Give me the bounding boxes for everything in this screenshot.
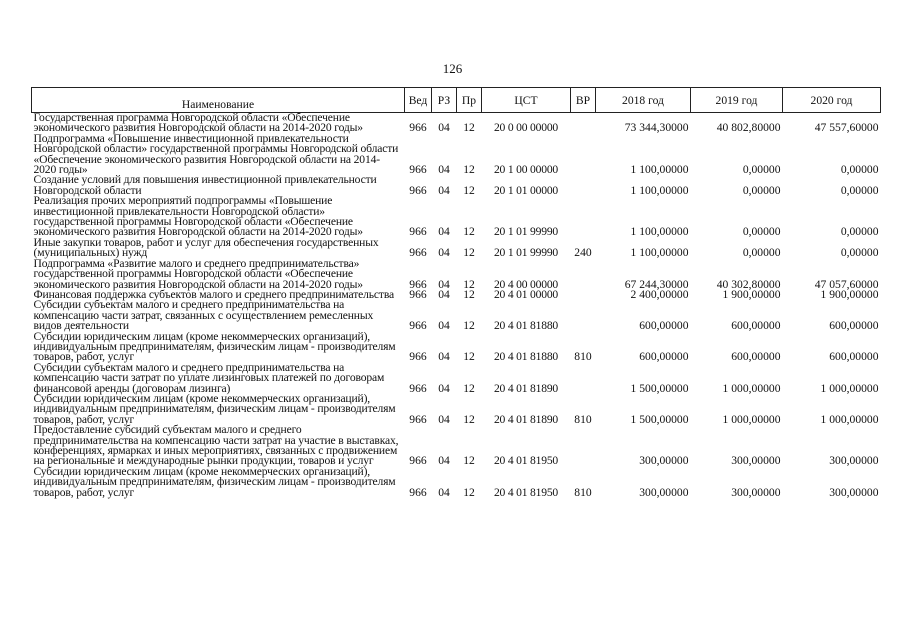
table-body [32,113,881,499]
row-rz: 04 [438,381,450,395]
row-2018: 600,00000 [639,350,689,364]
row-name: Субсидии юридическим лицам (кроме некоммерческих организаций), индивидуальным предпринимателям, физическим лицам - производителям товаров, работ, услуг [33,329,396,364]
row-2018: 67 244,30000 [624,277,689,291]
row-vr [571,113,596,134]
row-2020: 0,00000 [840,183,879,197]
row-ved: 966 [409,319,427,333]
header-ved: Вед [405,88,432,113]
table-row [32,363,881,394]
row-rz: 04 [438,287,450,301]
row-2018: 300,00000 [639,485,689,499]
row-vr [571,196,596,238]
row-cst: 20 1 01 99990 [493,246,559,260]
table-row [32,134,881,176]
row-name: Иные закупки товаров, работ и услуг для обеспечения государственных (муниципальных) нужд [33,235,379,260]
row-vr [571,134,596,176]
row-name: Государственная программа Новгородской области «Обеспечение экономического развития Новгородской области на 2014-2020 годы» [33,111,363,135]
row-ved: 966 [409,121,427,135]
row-pr: 12 [463,163,475,177]
row-2018: 1 100,00000 [630,183,689,197]
row-cst: 20 4 01 81950 [493,454,559,468]
table-row [32,238,881,259]
row-2020: 600,00000 [829,319,879,333]
row-2019: 1 900,00000 [722,287,781,301]
budget-table [31,87,881,498]
row-2019: 300,00000 [731,454,781,468]
row-vr: 810 [574,485,592,499]
row-2019: 0,00000 [742,246,781,260]
row-2020: 300,00000 [829,454,879,468]
row-pr: 12 [463,121,475,135]
table-row [32,196,881,238]
row-2018: 1 100,00000 [630,225,689,239]
row-pr: 12 [463,277,475,291]
row-2018: 1 100,00000 [630,163,689,177]
row-pr: 12 [463,350,475,364]
row-2019: 1 000,00000 [722,381,781,395]
table-row [32,300,881,331]
header-cst: ЦСТ [482,88,571,113]
row-rz: 04 [438,350,450,364]
row-pr: 12 [463,412,475,426]
row-2020: 1 000,00000 [820,381,879,395]
row-vr: 810 [574,412,592,426]
row-2020: 300,00000 [829,485,879,499]
row-name: Реализация прочих мероприятий подпрограммы «Повышение инвестиционной привлекательности Новгородской области» государственной программы Новгородской области «Обеспечение экономического развития Новгородской области на 2014-2020 годы» [33,194,363,239]
row-name: Предоставление субсидий субъектам малого и среднего предпринимательства на компенсацию части затрат на участие в выставках, конференциях, ярмарках и иных мероприятиях, связанных с продвижением на региональные и международные рынки продукции, товаров и услуг [33,423,399,468]
row-2018: 2 400,00000 [630,287,689,301]
header-2018: 2018 год [596,88,691,113]
row-pr: 12 [463,246,475,260]
row-2019: 300,00000 [731,485,781,499]
row-ved: 966 [409,350,427,364]
row-cst: 20 4 01 81950 [493,485,559,499]
row-2018: 1 500,00000 [630,381,689,395]
row-2020: 0,00000 [840,246,879,260]
row-ved: 966 [409,287,427,301]
row-vr: 240 [574,246,592,260]
row-name: Создание условий для повышения инвестиционной привлекательности Новгородской области [33,173,377,197]
row-name: Субсидии субъектам малого и среднего предпринимательства на компенсацию части затрат, связанных с осуществлением ремесленных видов деятельности [33,298,374,333]
row-2019: 0,00000 [742,225,781,239]
table-row [32,394,881,425]
row-pr: 12 [463,183,475,197]
row-pr: 12 [463,485,475,499]
row-2020: 0,00000 [840,225,879,239]
header-2020: 2020 год [783,88,881,113]
row-name: Подпрограмма «Развитие малого и среднего предпринимательства» государственной программы Новгородской области «Обеспечение экономического развития Новгородской области на 2014-2020 годы» [33,256,363,291]
row-cst: 20 1 01 00000 [493,183,559,197]
row-pr: 12 [463,319,475,333]
row-2018: 600,00000 [639,319,689,333]
row-2019: 40 802,80000 [716,121,781,135]
row-name: Подпрограмма «Повышение инвестиционной привлекательности Новгородской области» государственной программы Новгородской области «Обеспечение экономического развития Новгородской области на 2014-2020 годы» [33,131,399,177]
table-row [32,332,881,363]
row-2019: 40 302,80000 [716,277,781,291]
row-rz: 04 [438,485,450,499]
row-rz: 04 [438,163,450,177]
row-vr [571,363,596,394]
row-cst: 20 4 01 81880 [493,350,559,364]
page-number: 126 [442,61,463,76]
row-2018: 300,00000 [639,454,689,468]
row-vr [571,425,596,467]
row-vr [571,175,596,196]
row-pr: 12 [463,381,475,395]
table-row [32,425,881,467]
row-ved: 966 [409,485,427,499]
row-rz: 04 [438,277,450,291]
header-vr: ВР [571,88,596,113]
row-2019: 1 000,00000 [722,412,781,426]
row-pr: 12 [463,454,475,468]
header-rz: РЗ [432,88,457,113]
row-2019: 600,00000 [731,350,781,364]
row-2020: 600,00000 [829,350,879,364]
header-name: Наименование [32,88,405,113]
row-cst: 20 1 01 99990 [493,225,559,239]
row-cst: 20 4 01 81880 [493,319,559,333]
row-rz: 04 [438,454,450,468]
row-ved: 966 [409,454,427,468]
row-cst: 20 4 01 00000 [493,287,559,301]
row-rz: 04 [438,121,450,135]
header-2019: 2019 год [691,88,783,113]
row-rz: 04 [438,246,450,260]
row-rz: 04 [438,183,450,197]
header-pr: Пр [457,88,482,113]
row-2018: 73 344,30000 [624,121,689,135]
row-vr [571,259,596,290]
row-ved: 966 [409,381,427,395]
row-2019: 600,00000 [731,319,781,333]
row-cst: 20 1 00 00000 [493,163,559,177]
row-2020: 47 557,60000 [814,121,879,135]
row-2020: 1 900,00000 [820,287,879,301]
row-name: Субсидии юридическим лицам (кроме некоммерческих организаций), индивидуальным предпринимателям, физическим лицам - производителям товаров, работ, услуг [33,464,396,499]
row-vr [571,290,596,300]
table-row [32,113,881,134]
row-ved: 966 [409,183,427,197]
row-name: Субсидии юридическим лицам (кроме некоммерческих организаций), индивидуальным предпринимателям, физическим лицам - производителям товаров, работ, услуг [33,391,396,426]
row-pr: 12 [463,287,475,301]
row-pr: 12 [463,225,475,239]
row-2019: 0,00000 [742,163,781,177]
row-cst: 20 0 00 00000 [493,121,559,135]
row-vr: 810 [574,350,592,364]
table-row [32,175,881,196]
row-ved: 966 [409,163,427,177]
row-cst: 20 4 00 00000 [493,277,559,291]
row-ved: 966 [409,246,427,260]
table-header-row [32,88,881,113]
table-row [32,259,881,290]
row-2020: 47 057,60000 [814,277,879,291]
row-name: Субсидии субъектам малого и среднего предпринимательства на компенсацию части затрат по уплате лизинговых платежей по договорам финансовой аренды (договорам лизинга) [33,360,385,395]
row-2020: 0,00000 [840,163,879,177]
row-2018: 1 500,00000 [630,412,689,426]
table-row [32,467,881,498]
row-ved: 966 [409,225,427,239]
row-ved: 966 [409,277,427,291]
row-cst: 20 4 01 81890 [493,412,559,426]
row-ved: 966 [409,412,427,426]
row-rz: 04 [438,319,450,333]
row-2018: 1 100,00000 [630,246,689,260]
row-name: Финансовая поддержка субъектов малого и среднего предпринимательства [33,287,395,301]
row-rz: 04 [438,225,450,239]
row-vr [571,300,596,331]
row-cst: 20 4 01 81890 [493,381,559,395]
row-rz: 04 [438,412,450,426]
row-2019: 0,00000 [742,183,781,197]
row-2020: 1 000,00000 [820,412,879,426]
